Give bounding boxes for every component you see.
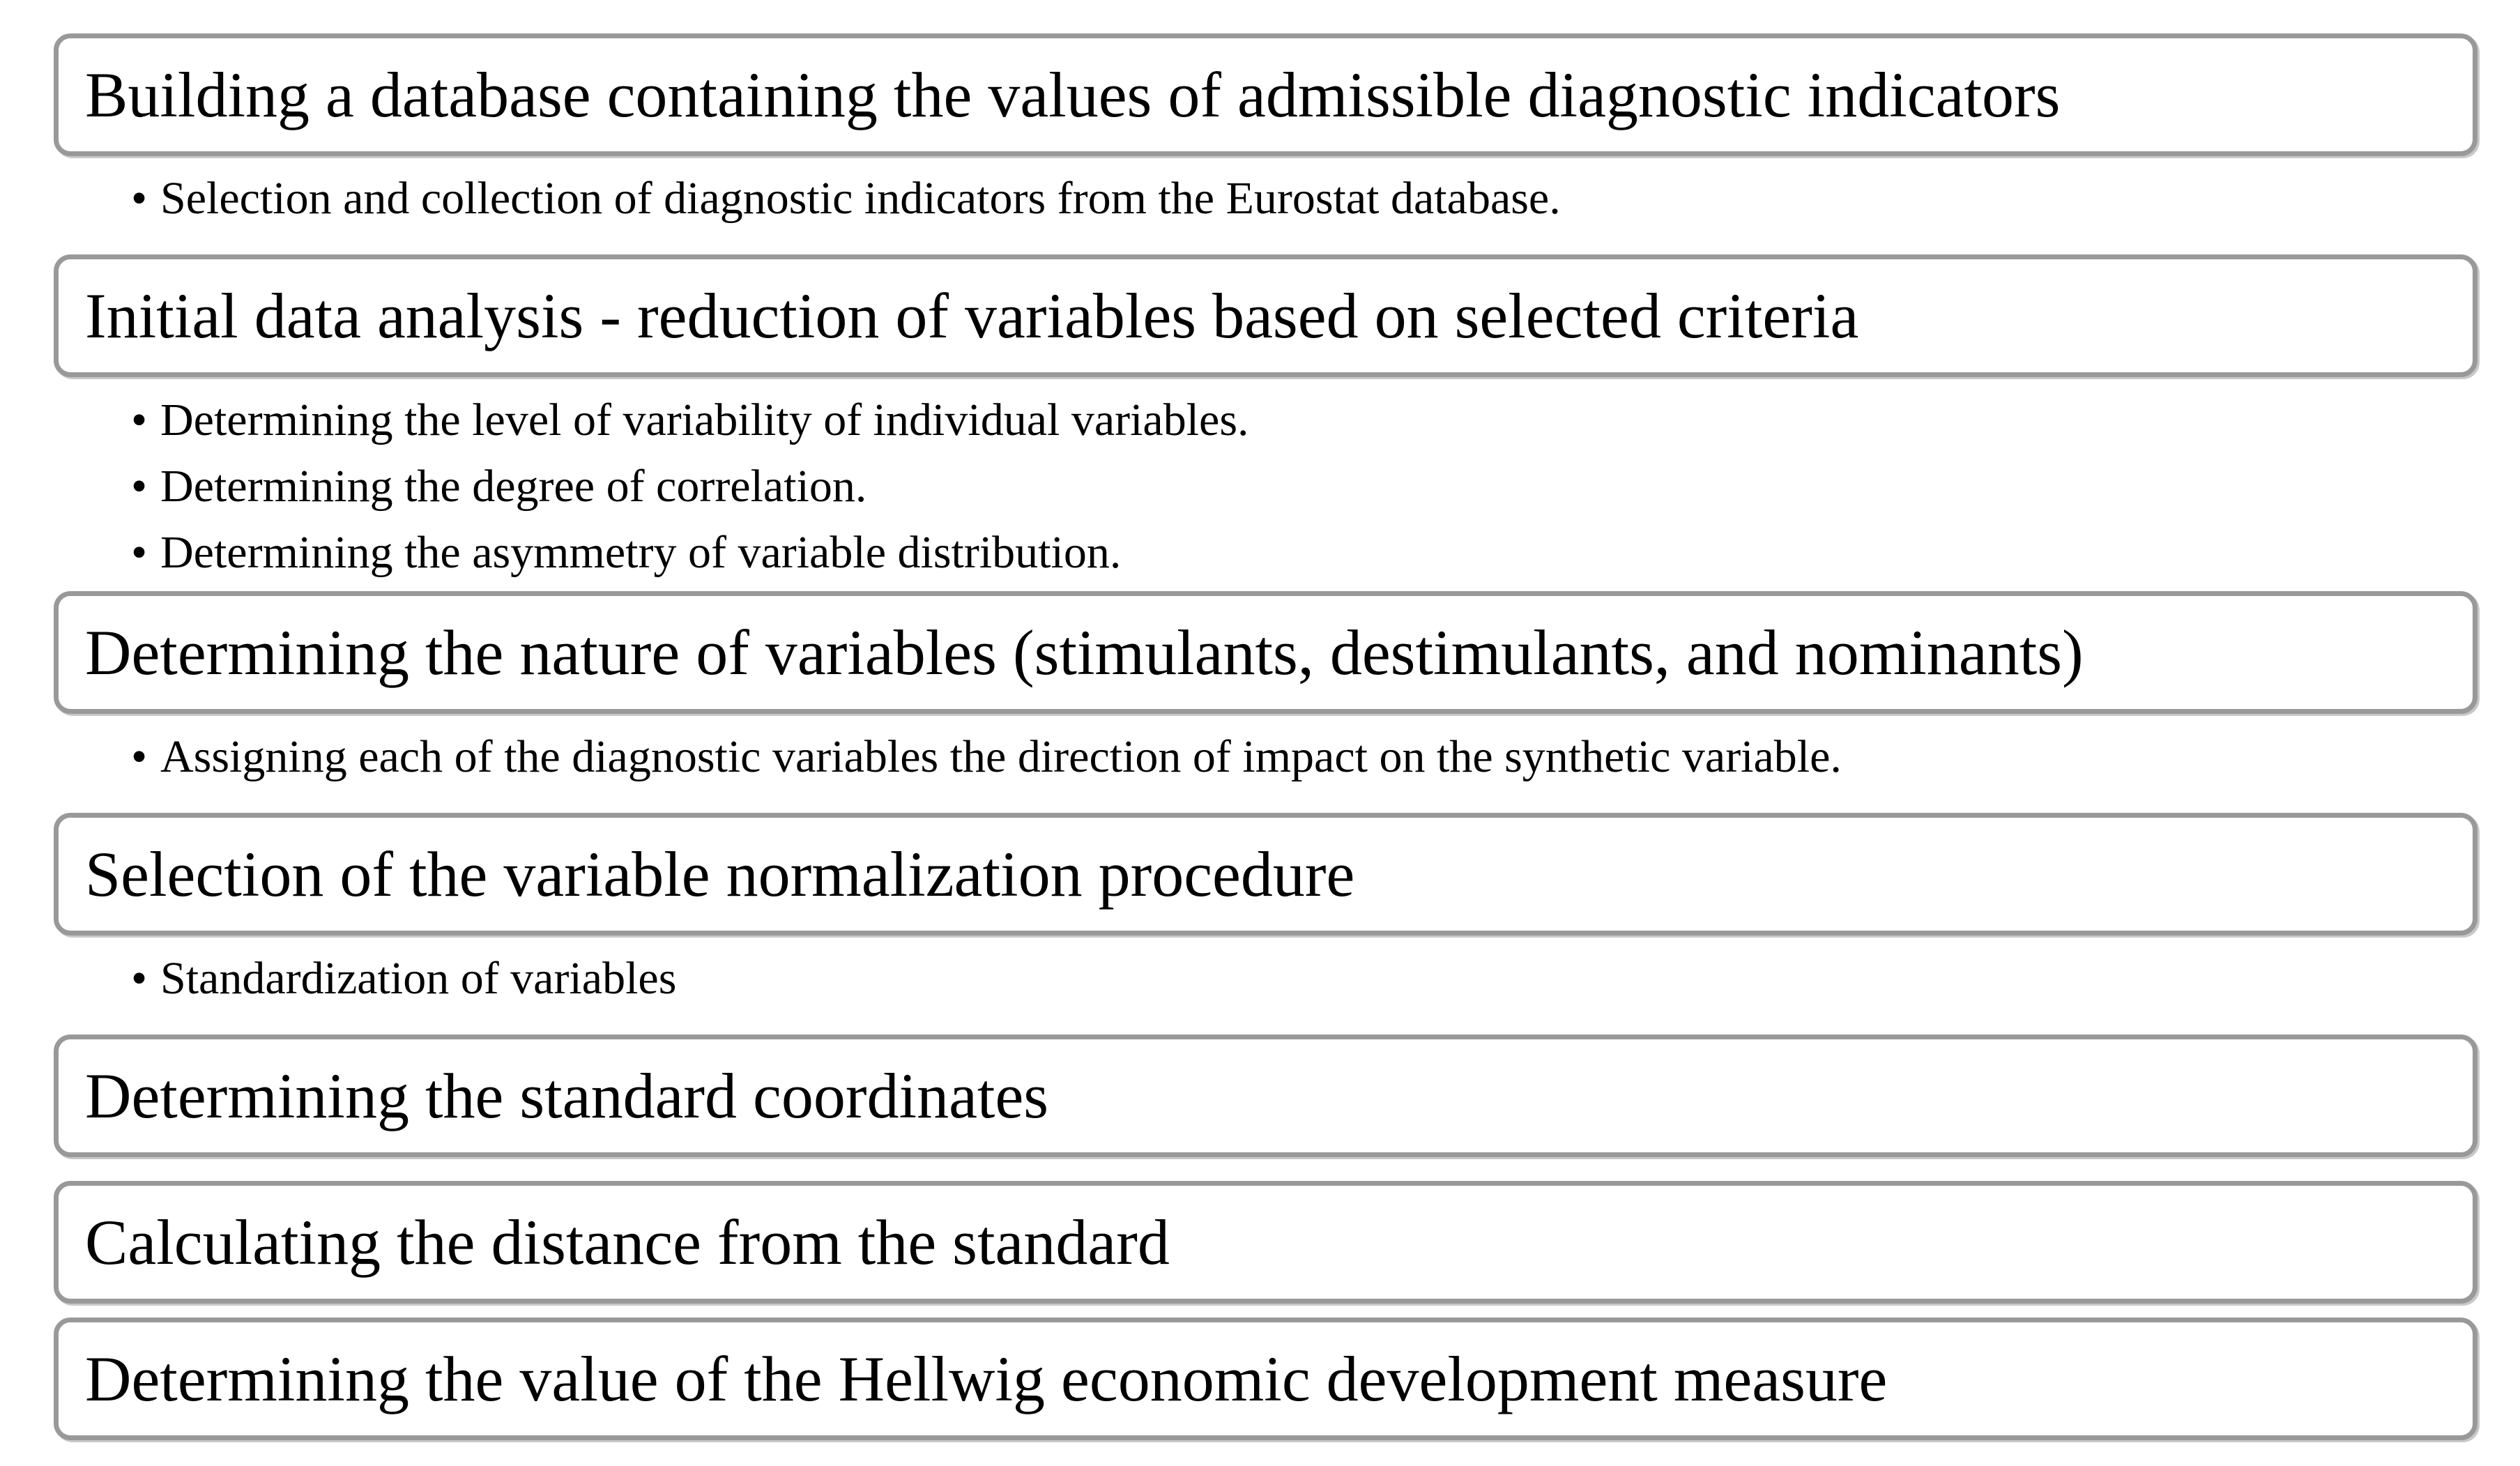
step-box-6 [54,1181,2477,1304]
step-title-2: Initial data analysis - reduction of variables based on selected criteria [85,280,1859,351]
step-2-bullets [131,387,1249,586]
bullet-item [131,387,1249,453]
step-box-4 [54,813,2477,936]
step-title-1: Building a database containing the values of admissible diagnostic indicators [85,59,2061,130]
step-3-bullets [131,724,1842,790]
bullet-text: Determining the asymmetry of variable distribution. [160,526,1122,578]
step-title-3: Determining the nature of variables (stimulants, destimulants, and nominants) [85,617,2084,688]
step-title-7: Determining the value of the Hellwig economic development measure [85,1343,1888,1414]
bullet-item [131,453,1249,519]
bullet-item [131,165,1561,231]
bullet-text: Standardization of variables [160,952,677,1004]
step-1-bullets [131,165,1561,231]
step-title-5: Determining the standard coordinates [85,1060,1049,1131]
bullet-text: Determining the degree of correlation. [160,460,867,512]
bullet-item [131,724,1842,790]
step-box-1 [54,33,2477,156]
bullet-icon: • [131,172,148,224]
step-box-2 [54,254,2477,377]
bullet-item [131,945,676,1011]
bullet-icon: • [131,460,148,512]
step-box-3 [54,591,2477,714]
step-title-6: Calculating the distance from the standard [85,1207,1170,1278]
bullet-icon: • [131,952,148,1004]
step-box-5 [54,1034,2477,1157]
step-title-4: Selection of the variable normalization procedure [85,839,1355,910]
bullet-icon: • [131,526,148,578]
bullet-text: Assigning each of the diagnostic variables the direction of impact on the synthetic variable. [160,731,1842,782]
bullet-text: Selection and collection of diagnostic indicators from the Eurostat database. [160,172,1561,224]
bullet-icon: • [131,731,148,782]
bullet-icon: • [131,394,148,445]
step-box-7 [54,1318,2477,1440]
bullet-text: Determining the level of variability of individual variables. [160,394,1249,445]
step-4-bullets [131,945,676,1011]
bullet-item [131,519,1249,586]
